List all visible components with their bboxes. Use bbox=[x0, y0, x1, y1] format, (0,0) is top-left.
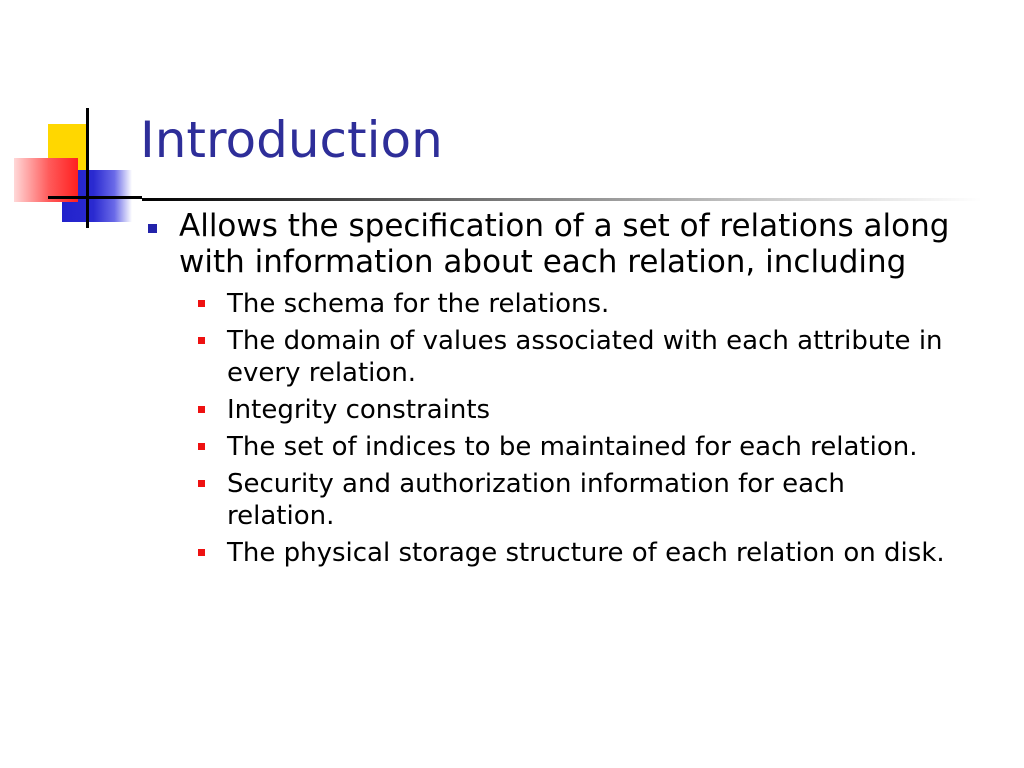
square-bullet-icon bbox=[198, 549, 205, 556]
square-bullet-icon bbox=[198, 337, 205, 344]
sub-bullet-item bbox=[198, 394, 968, 426]
slide-title: Introduction bbox=[140, 111, 443, 169]
sub-bullet-text: The schema for the relations. bbox=[227, 289, 610, 319]
sub-bullet-item bbox=[198, 537, 968, 569]
sub-bullet-item bbox=[198, 468, 968, 532]
sub-bullet-text: The domain of values associated with each attribute in every relation. bbox=[227, 326, 943, 388]
title-underline bbox=[142, 198, 982, 201]
sub-bullet-text: Integrity constraints bbox=[227, 395, 491, 425]
square-bullet-icon bbox=[198, 480, 205, 487]
square-bullet-icon bbox=[198, 300, 205, 307]
sub-bullet-item bbox=[198, 325, 968, 389]
decor-horizontal-line bbox=[48, 196, 142, 199]
sub-bullet-item bbox=[198, 431, 968, 463]
square-bullet-icon bbox=[198, 443, 205, 450]
square-bullet-icon bbox=[198, 406, 205, 413]
slide-content bbox=[148, 208, 968, 574]
bullet-body bbox=[179, 208, 959, 280]
square-bullet-icon bbox=[148, 224, 157, 233]
sub-bullet-text: Security and authorization information for each relation. bbox=[227, 469, 845, 531]
sub-bullet-item bbox=[198, 288, 968, 320]
bullet-item bbox=[148, 208, 968, 280]
sub-bullet-text: The physical storage structure of each relation on disk. bbox=[227, 538, 945, 568]
sub-bullet-list bbox=[198, 288, 968, 569]
decor-vertical-line bbox=[86, 108, 89, 228]
bullet-text: Allows the specification of a set of relations along with information about each relation, including bbox=[179, 208, 950, 280]
sub-bullet-text: The set of indices to be maintained for each relation. bbox=[227, 432, 918, 462]
